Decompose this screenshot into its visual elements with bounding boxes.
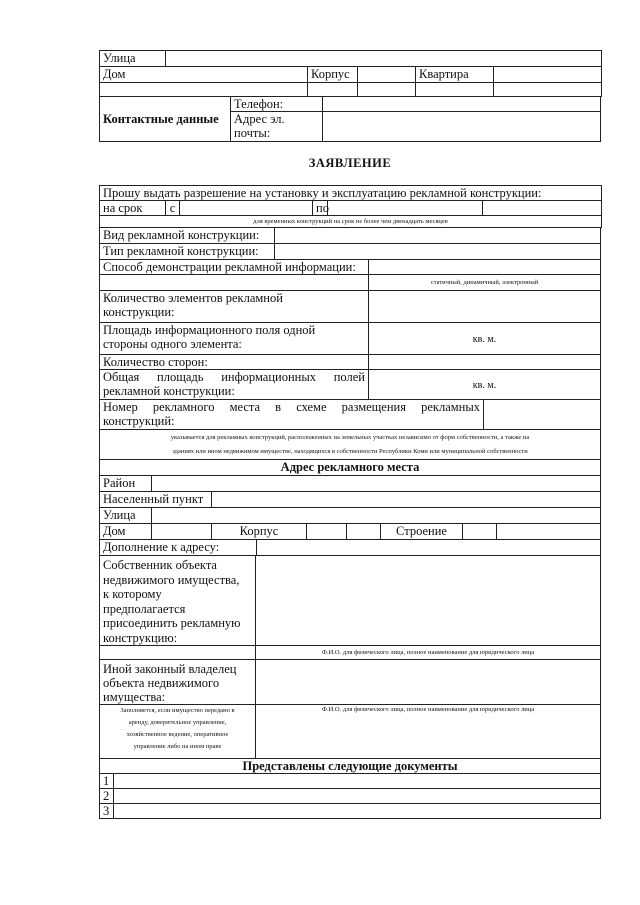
place-number-table [99, 399, 601, 460]
method-label: Способ демонстрации рекламной информации: [100, 260, 369, 275]
other-owner-hint: Заполняется, если имущество передано в аренду, доверительное управление, хозяйственное ведение, оперативное управление либо на ином праве [100, 705, 256, 759]
owner-table [99, 555, 601, 759]
type-field[interactable] [275, 244, 601, 260]
ad-building-field[interactable] [307, 524, 347, 540]
street-label: Улица [100, 51, 166, 67]
sides-field[interactable] [369, 355, 601, 370]
kind-field[interactable] [275, 228, 601, 244]
elements-count-label: Количество элементов рекламной конструкции: [100, 291, 369, 323]
building-label: Корпус [308, 67, 358, 83]
ad-structure-field[interactable] [463, 524, 497, 540]
ad-building-label: Корпус [212, 524, 307, 540]
ad-house-label: Дом [100, 524, 152, 540]
contacts-label: Контактные данные [100, 97, 231, 142]
other-owner-field[interactable] [256, 660, 601, 705]
owner-label: Собственник объекта недвижимого имущества, к которому предполагается присоединить рекламную конструкцию: [100, 556, 256, 646]
document-row-number: 1 [100, 774, 114, 789]
place-number-field[interactable] [484, 400, 601, 430]
construction-table [99, 227, 601, 291]
term-note: для временных конструкций на срок не более чем двенадцать месяцев [100, 216, 602, 228]
street-field[interactable] [166, 51, 602, 67]
phone-field[interactable] [323, 97, 601, 112]
dimensions-table [99, 290, 601, 400]
owner-field[interactable] [256, 556, 601, 646]
application-form [99, 50, 601, 819]
term-label: на срок [100, 201, 166, 216]
ad-street-field[interactable] [152, 508, 601, 524]
document-row-1-field[interactable] [114, 774, 601, 789]
document-row-3-field[interactable] [114, 804, 601, 819]
total-area-unit: кв. м. [472, 379, 497, 391]
ad-address-heading: Адрес рекламного места [100, 460, 601, 476]
apartment-field[interactable] [494, 67, 602, 83]
documents-heading: Представлены следующие документы [100, 759, 601, 774]
place-number-label: Номер рекламного места в схеме размещения рекламных конструкций: [100, 400, 484, 430]
other-owner-note: Ф.И.О. для физического лица, полное наименование для юридического лица [256, 705, 601, 759]
request-table [99, 185, 602, 228]
addition-label: Дополнение к адресу: [100, 540, 257, 556]
area-unit: кв. м. [472, 333, 497, 345]
kind-label: Вид рекламной конструкции: [100, 228, 275, 244]
house-label: Дом [100, 67, 308, 83]
settlement-field[interactable] [212, 492, 601, 508]
total-area-label: Общая площадь информационных полей рекламной конструкции: [100, 370, 369, 400]
email-label: Адрес эл. почты: [231, 112, 323, 142]
documents-table [99, 758, 601, 819]
document-row-number: 3 [100, 804, 114, 819]
ad-structure-label: Строение [381, 524, 463, 540]
other-owner-label: Иной законный владелец объекта недвижимого имущества: [100, 660, 256, 705]
apartment-label: Квартира [416, 67, 494, 83]
from-date-field[interactable] [180, 201, 313, 216]
document-row-2-field[interactable] [114, 789, 601, 804]
sides-label: Количество сторон: [100, 355, 369, 370]
applicant-address-table [99, 50, 602, 97]
place-note: указывается для рекламных конструкций, расположенных на земельных участках независимо от форм собственности, а также на зданиях или ином недвижимом имуществе, находящихся в собственности Республики Коми или муниципальной собственности [100, 430, 601, 460]
area-one-field[interactable] [369, 323, 601, 355]
district-label: Район [100, 476, 152, 492]
method-note: статичный, динамичный, электронный [369, 275, 601, 291]
total-area-field[interactable] [369, 370, 601, 400]
contacts-table [99, 96, 601, 142]
building-field[interactable] [358, 67, 416, 83]
request-text: Прошу выдать разрешение на установку и эксплуатацию рекламной конструкции: [100, 186, 602, 201]
settlement-label: Населенный пункт [100, 492, 212, 508]
type-label: Тип рекламной конструкции: [100, 244, 275, 260]
district-field[interactable] [152, 476, 601, 492]
to-date-field[interactable] [328, 201, 483, 216]
ad-address-table [99, 459, 601, 556]
owner-note: Ф.И.О. для физического лица, полное наименование для юридического лица [256, 646, 601, 660]
method-field[interactable] [369, 260, 601, 275]
email-field[interactable] [323, 112, 601, 142]
to-label: по [313, 201, 328, 216]
phone-label: Телефон: [231, 97, 323, 112]
area-one-label: Площадь информационного поля одной стороны одного элемента: [100, 323, 369, 355]
addition-field[interactable] [257, 540, 601, 556]
document-row-number: 2 [100, 789, 114, 804]
from-label: с [166, 201, 180, 216]
page-title: ЗАЯВЛЕНИЕ [308, 156, 392, 170]
ad-house-field[interactable] [152, 524, 212, 540]
house-field[interactable] [100, 83, 308, 97]
ad-street-label: Улица [100, 508, 152, 524]
elements-count-field[interactable] [369, 291, 601, 323]
